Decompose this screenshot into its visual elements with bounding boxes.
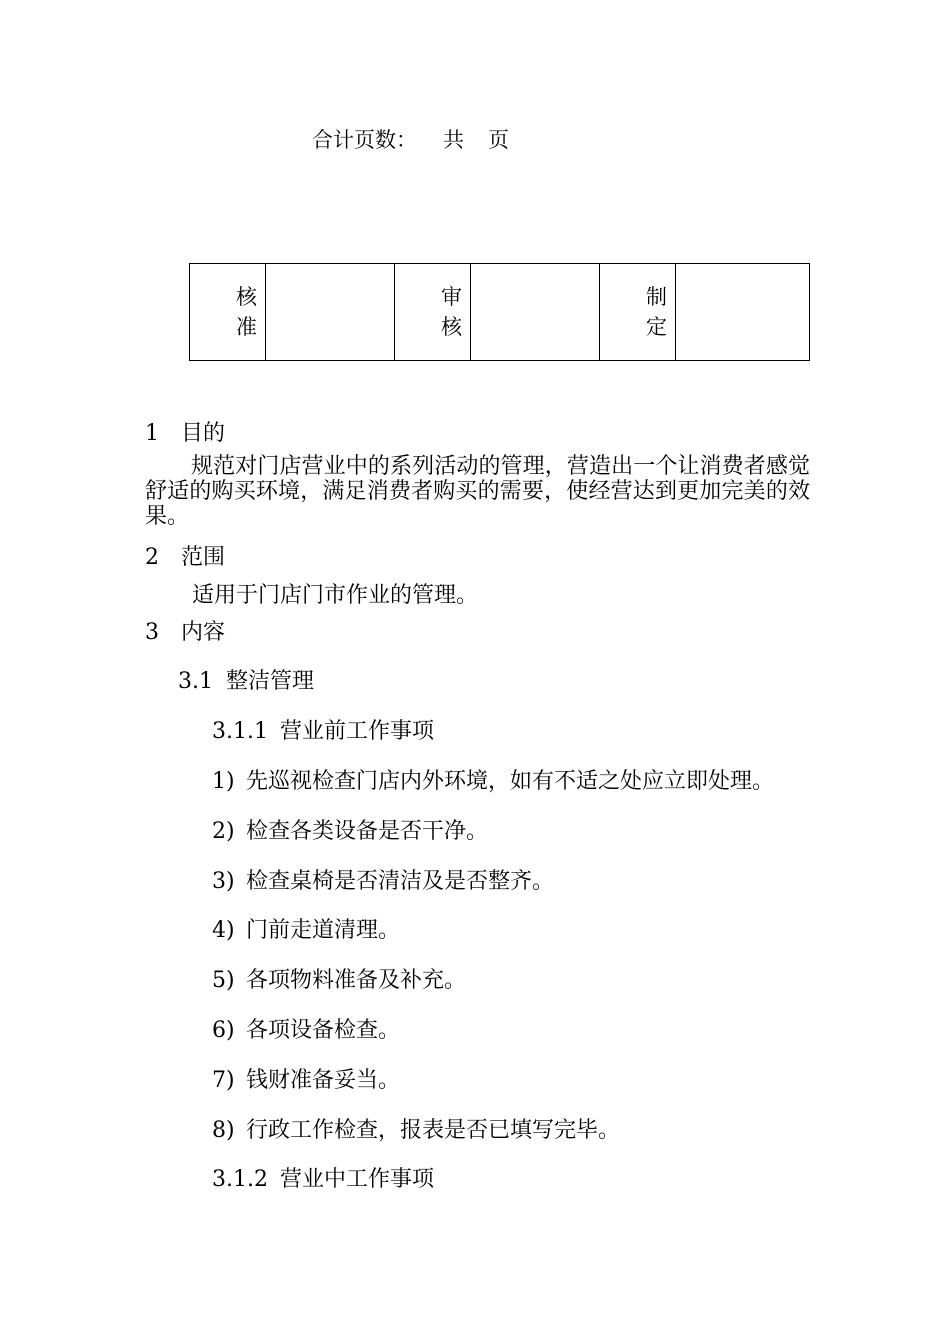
list-item: 6) 各项设备检查。 bbox=[212, 1018, 401, 1043]
list-item: 4) 门前走道清理。 bbox=[212, 918, 401, 943]
section-3-1-heading: 3.1 整洁管理 bbox=[178, 669, 315, 694]
list-item: 5) 各项物料准备及补充。 bbox=[212, 968, 467, 993]
page-word: 页 bbox=[488, 128, 509, 152]
list-item: 2) 检查各类设备是否干净。 bbox=[212, 819, 489, 844]
list-item: 1) 先巡视检查门店内外环境，如有不适之处应立即处理。 bbox=[212, 769, 775, 794]
section-1-body: 规范对门店营业中的系列活动的管理，营造出一个让消费者感觉舒适的购买环境，满足消费者购买的需要，使经营达到更加完美的效果。 bbox=[145, 454, 810, 529]
section-3-heading: 3 内容 bbox=[145, 620, 226, 645]
section-3-1-2-heading: 3.1.2 营业中工作事项 bbox=[212, 1167, 435, 1192]
section-3-1-1-heading: 3.1.1 营业前工作事项 bbox=[212, 719, 435, 744]
total-pages-label: 合计页数： bbox=[312, 128, 417, 152]
section-2-body: 适用于门店门市作业的管理。 bbox=[192, 583, 479, 608]
list-item: 3) 检查桌椅是否清洁及是否整齐。 bbox=[212, 869, 555, 894]
list-item: 8) 行政工作检查，报表是否已填写完毕。 bbox=[212, 1118, 621, 1143]
approve-signature-cell bbox=[266, 264, 395, 361]
review-label: 审 核 bbox=[395, 264, 471, 361]
total-word: 共 bbox=[443, 128, 464, 152]
section-1-heading: 1 目的 bbox=[145, 421, 226, 446]
review-signature-cell bbox=[471, 264, 600, 361]
list-item: 7) 钱财准备妥当。 bbox=[212, 1068, 401, 1093]
prepare-signature-cell bbox=[676, 264, 810, 361]
approve-label: 核 准 bbox=[190, 264, 266, 361]
section-2-heading: 2 范围 bbox=[145, 545, 226, 570]
prepare-label: 制 定 bbox=[600, 264, 676, 361]
total-pages-line bbox=[312, 124, 509, 154]
approval-table bbox=[189, 263, 810, 361]
